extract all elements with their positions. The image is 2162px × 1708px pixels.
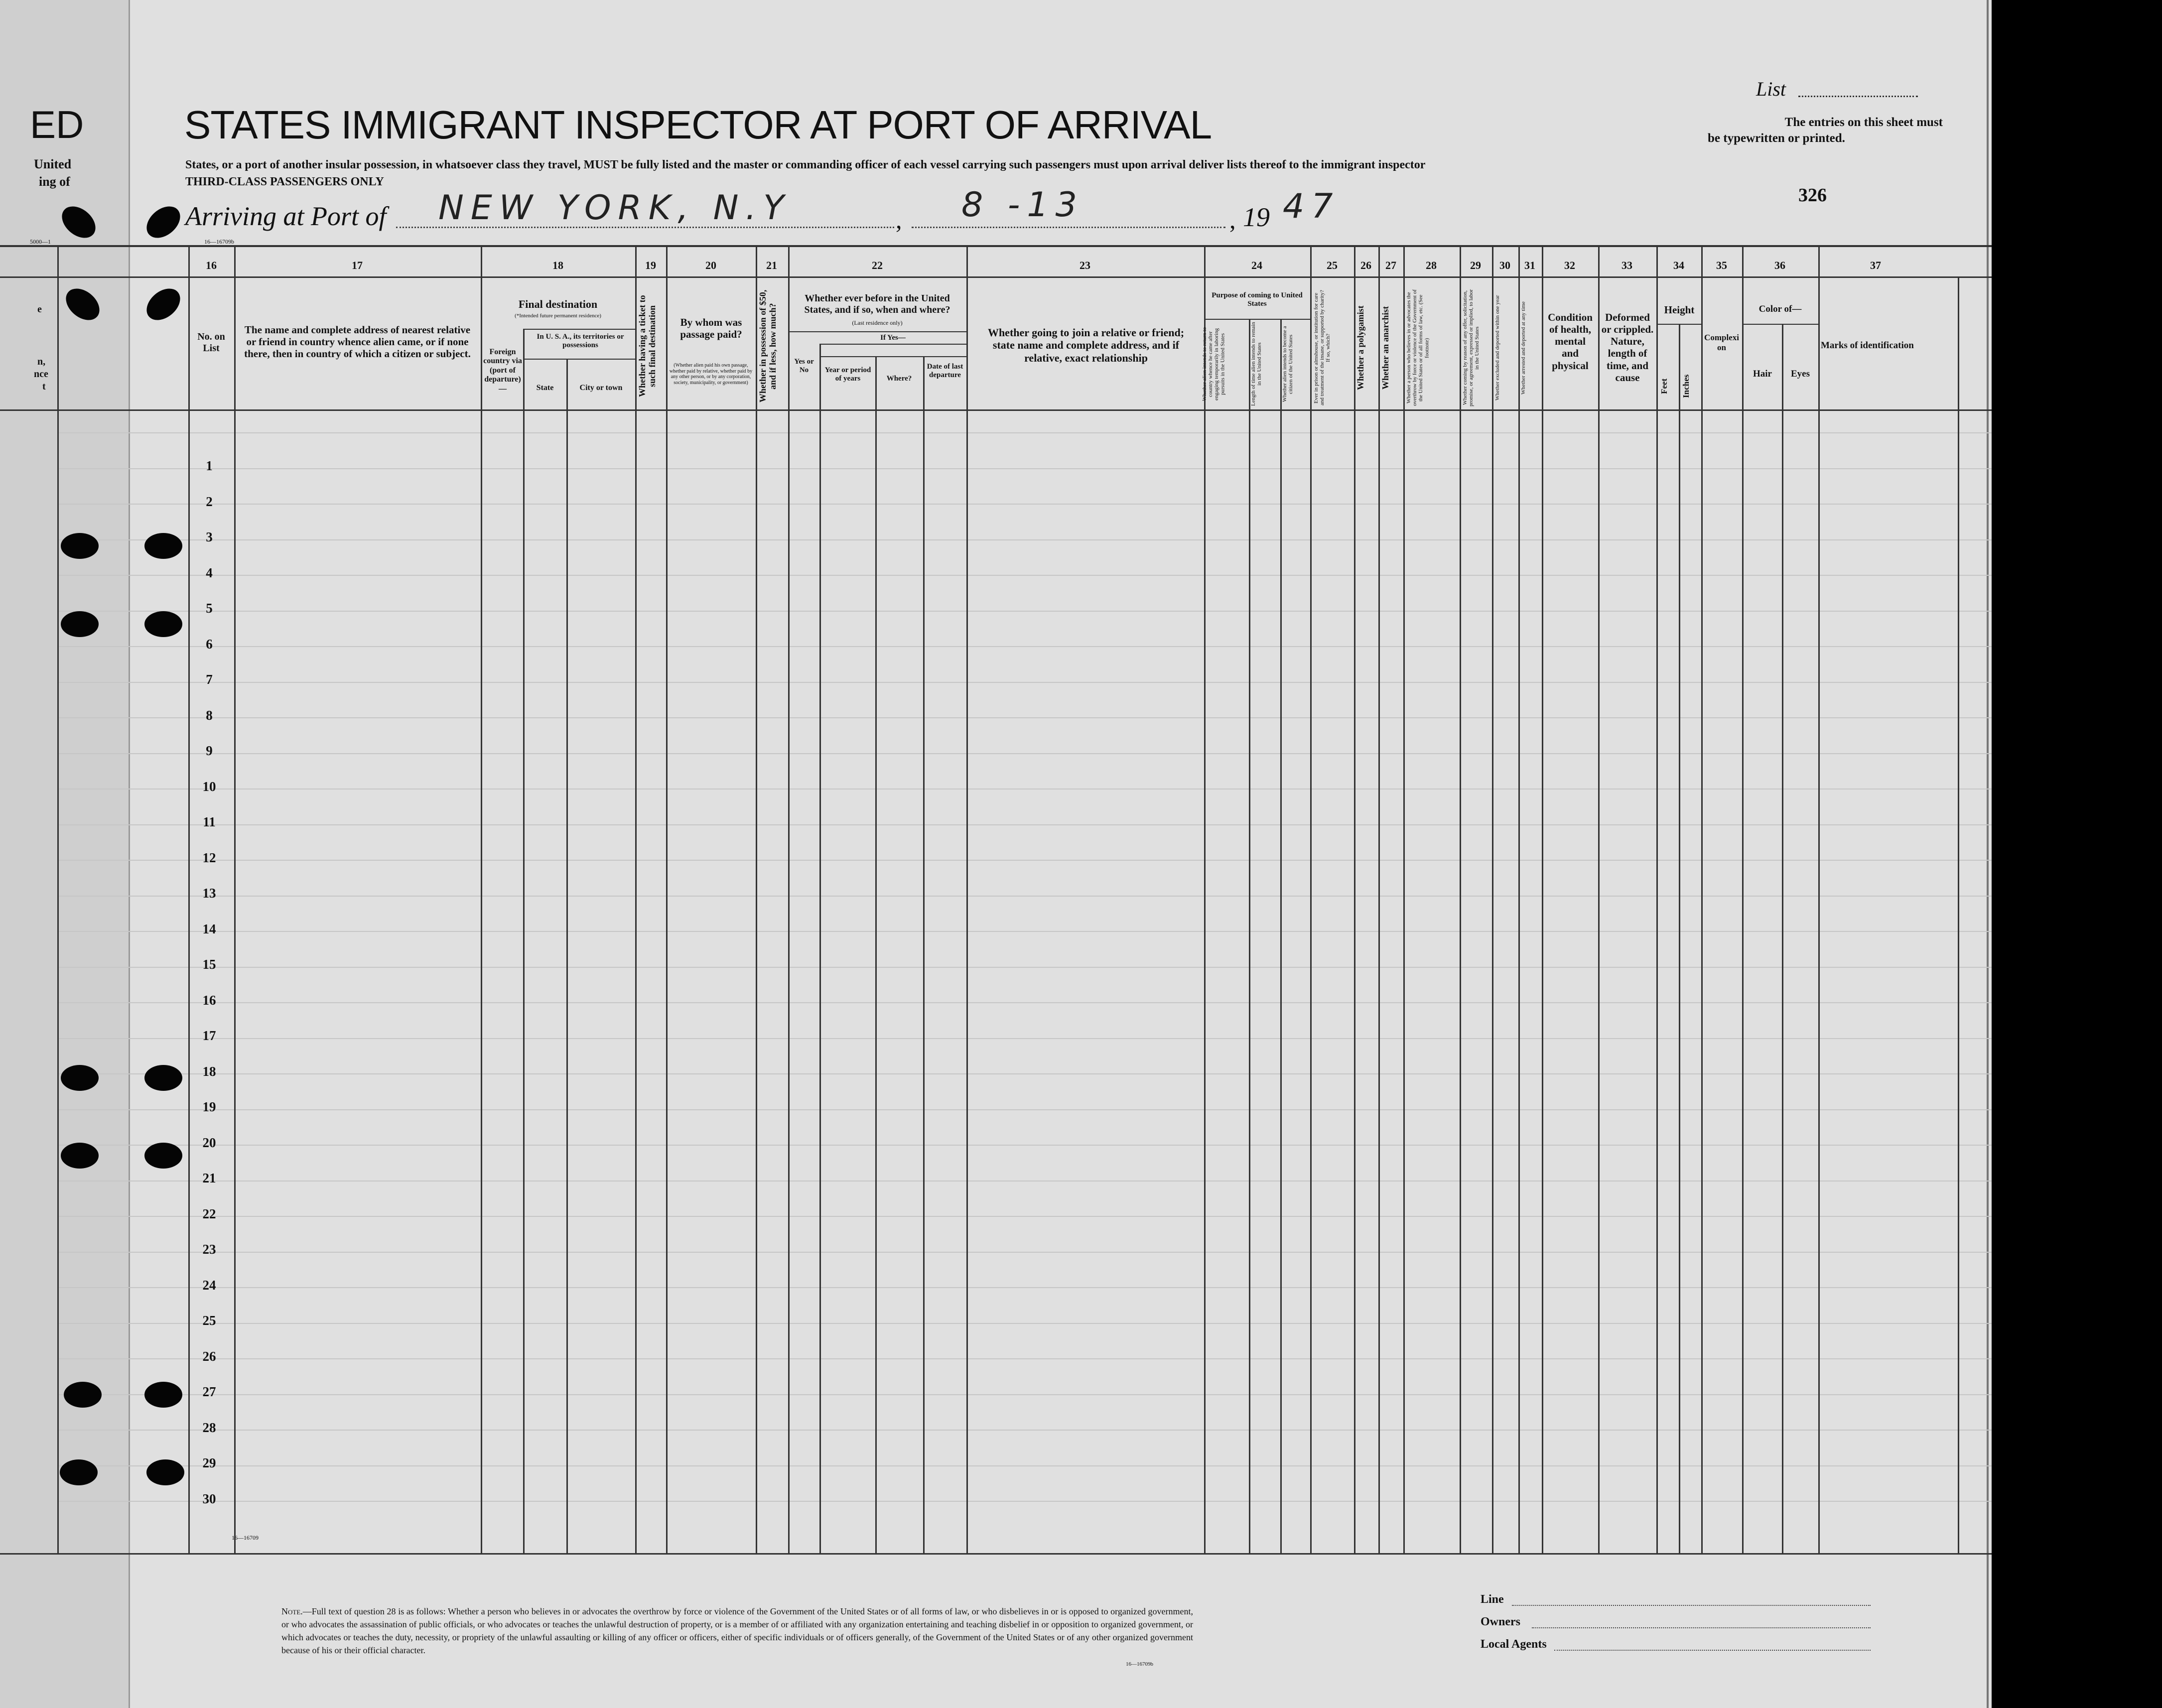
row-number: 23: [202, 1242, 216, 1257]
c22-year-rule: [819, 356, 966, 357]
c33-label: Deformed or crippled. Nature, length of time, and cause: [1601, 311, 1654, 384]
c18-usa: In U. S. A., its territories or possessions: [537, 333, 624, 350]
punch-hole-mark: [140, 200, 186, 245]
row-number: 12: [202, 850, 216, 865]
table-top-rule: [0, 245, 1992, 247]
row-number: 28: [202, 1420, 216, 1435]
punch-hole-mark: [61, 533, 99, 559]
c36-sub-rule: [1742, 324, 1818, 325]
c34-inches: Inches: [1681, 374, 1691, 398]
c22-label: Whether ever before in the United States, and if so, when and where?: [804, 293, 950, 315]
c22-ifyes-rule: [819, 344, 966, 345]
form-code-bottom: 16—16709: [232, 1534, 259, 1541]
table-num-rule: [0, 276, 1992, 278]
c29-label: Whether coming by reason of any offer, solicitation, promise, or agreement, expressed or implied, to labor in the United States: [1462, 289, 1481, 407]
row-number: 5: [206, 601, 213, 616]
vrule-c25-l: [1310, 245, 1312, 1553]
left-fragment-line-2: ing of: [39, 174, 70, 189]
row-number: 20: [202, 1135, 216, 1150]
c22-sublabel: (Last residence only): [852, 319, 903, 326]
c24-label: Purpose of coming to United States: [1212, 291, 1303, 308]
c20-label: By whom was passage paid?: [680, 316, 742, 341]
punch-hole-mark: [144, 533, 182, 559]
colnum-21: 21: [766, 259, 777, 271]
c23-label: Whether going to join a relative or friend; state name and complete address, and if relative, exact relationship: [987, 326, 1185, 364]
c17-label: The name and complete address of nearest relative or friend in country whence alien came, or if none there, then in country of which a citizen or subject.: [244, 324, 471, 360]
c24-sub-rule: [1204, 319, 1310, 320]
vrule-c37-l: [1818, 245, 1820, 1553]
right-edge-line: [1987, 0, 1989, 1708]
fold-line: [129, 0, 130, 1708]
row-number: 9: [206, 743, 213, 758]
row-number: 21: [202, 1171, 216, 1185]
left-fragment-label-2: n,: [37, 356, 46, 367]
colnum-24: 24: [1251, 259, 1262, 271]
left-fragment-label-4: t: [42, 381, 46, 392]
c19-label: Whether having a ticket to such final destination: [637, 295, 657, 397]
vrule-c20-l: [666, 245, 668, 1553]
vrule-c34-l: [1656, 245, 1658, 1553]
vrule-c29-l: [1460, 245, 1461, 1553]
vrule-c26-l: [1354, 245, 1355, 1553]
vrule-c18-state: [566, 359, 568, 1553]
left-fragment-title: ED: [30, 103, 84, 146]
colnum-16: 16: [206, 259, 217, 271]
colnum-28: 28: [1426, 259, 1437, 271]
row-number: 2: [206, 494, 213, 509]
line-dotted: [1512, 1605, 1871, 1606]
owners-dotted: [1532, 1627, 1871, 1628]
colnum-20: 20: [705, 259, 716, 271]
c35-label: Complexion: [1704, 333, 1739, 352]
c18-label: Final destination: [518, 298, 598, 310]
vrule-c37-r: [1958, 276, 1959, 1553]
row-number: 30: [202, 1491, 216, 1506]
left-fragment-label-3: nce: [34, 369, 48, 380]
vrule-c23-l: [966, 245, 968, 1553]
comma-1: ,: [896, 206, 902, 234]
vrule-c18-foreign: [523, 329, 525, 1553]
c34-label: Height: [1664, 304, 1695, 316]
c37-label: Marks of identification: [1821, 340, 1914, 351]
row-number: 19: [202, 1099, 216, 1114]
colnum-34: 34: [1673, 259, 1684, 271]
row-number: 4: [206, 565, 213, 580]
list-label: List: [1756, 78, 1786, 100]
c20-note: (Whether alien paid his own passage, whether paid by relative, whether paid by any other person, or by any corporation, society, municipality, or government): [669, 363, 753, 386]
c36-eyes: Eyes: [1791, 369, 1810, 379]
vrule-c22-l: [788, 245, 790, 1553]
row-number: 8: [206, 707, 213, 723]
port-handwritten: NEW YORK, N.Y: [438, 188, 791, 228]
c36-hair: Hair: [1753, 369, 1772, 379]
line-label: Line: [1481, 1593, 1504, 1606]
row-number: 1: [206, 458, 213, 473]
vrule-c24-l: [1204, 245, 1206, 1553]
row-number: 11: [203, 814, 216, 829]
c34-feet: Feet: [1659, 378, 1669, 394]
punch-hole-mark: [146, 1459, 184, 1485]
colnum-35: 35: [1716, 259, 1727, 271]
punch-hole-mark: [61, 611, 99, 637]
form-code-top: 16—16709b: [204, 238, 234, 245]
year-handwritten: 47: [1283, 187, 1340, 226]
colnum-18: 18: [552, 259, 563, 271]
vrule-c28-l: [1403, 245, 1405, 1553]
vrule-c31-l: [1518, 245, 1520, 1553]
row-number: 14: [202, 921, 216, 936]
c25-label: Ever in prison or almshouse, or institution for care and treatment of the insane, or supported by charity? If so, which?: [1313, 290, 1332, 406]
vrule-c32-l: [1542, 245, 1543, 1553]
punch-hole-mark: [144, 1143, 182, 1169]
row-number: 16: [202, 992, 216, 1008]
row-number: 25: [202, 1313, 216, 1328]
row-number: 22: [202, 1206, 216, 1221]
footnote-code: 16—16709b: [1126, 1661, 1153, 1667]
c34-sub-rule: [1656, 324, 1701, 325]
agents-label: Local Agents: [1481, 1638, 1547, 1651]
c24-b: Length of time alien intends to remain in the United States: [1250, 322, 1263, 406]
c22-where: Where?: [886, 375, 912, 383]
row-number: 3: [206, 529, 213, 544]
row-number: 10: [202, 779, 216, 794]
vrule-c34-mid: [1679, 324, 1680, 1553]
left-fold-shade: [0, 0, 130, 1708]
date-dotted-line: [912, 227, 1225, 228]
row-number: 13: [202, 886, 216, 901]
colnum-36: 36: [1774, 259, 1785, 271]
colnum-32: 32: [1564, 259, 1575, 271]
row-number: 26: [202, 1348, 216, 1364]
c22-date: Date of last departure: [927, 363, 963, 380]
footnote-text: —Full text of question 28 is as follows: Whether a person who believes in or advocates the overthrow by force or violence of the Government of the United States or of all forms of law, or who disbelieves in or is opposed to organized government, or who advocates the assassination of public officials, or who advocates or teaches the unlawful destruction of property, or is a member of or affiliated with any organization entertaining and teaching disbelief in or opposition to organized government, or which advocates or teaches the duty, necessity, or propriety of the unlawful assaulting or killing of any officer or officers, either of specific individuals or of officers generally, of the Government of the United States or of any other organized government because of his or their official character.: [281, 1606, 1193, 1656]
entries-note-2: be typewritten or printed.: [1708, 131, 1845, 145]
vrule-c27-l: [1378, 245, 1380, 1553]
colnum-37: 37: [1870, 259, 1881, 271]
c30-label: Whether excluded and deported within one year: [1494, 295, 1500, 401]
vrule-c30-l: [1492, 245, 1493, 1553]
c18-city: City or town: [579, 384, 623, 392]
row-number: 29: [202, 1455, 216, 1470]
punch-hole-mark: [60, 1459, 98, 1485]
left-fragment-code: 5000—1: [30, 238, 51, 245]
c22-ifyes: If Yes—: [880, 334, 906, 342]
vrule-c22-year: [875, 356, 877, 1553]
punch-hole-mark: [144, 1065, 182, 1091]
colnum-33: 33: [1622, 259, 1632, 271]
colnum-30: 30: [1499, 259, 1510, 271]
colnum-25: 25: [1327, 259, 1338, 271]
colnum-22: 22: [872, 259, 883, 271]
row-number: 18: [202, 1063, 216, 1079]
row-number: 24: [202, 1277, 216, 1293]
vrule-c36-l: [1742, 245, 1744, 1553]
c22-yesno: Yes or No: [794, 358, 814, 375]
vrule-c24-b: [1280, 319, 1282, 1553]
entries-note-1: The entries on this sheet must: [1784, 116, 1943, 129]
colnum-19: 19: [645, 259, 656, 271]
punch-hole-mark: [64, 1382, 102, 1408]
c28-label: Whether a person who believes in or advocates the overthrow by force or violence of the Government of the United States or of all forms of law, etc. (See footnote): [1406, 289, 1430, 406]
list-dotted-line: [1798, 96, 1918, 97]
agents-dotted: [1554, 1650, 1871, 1651]
vrule-c33-l: [1598, 245, 1600, 1553]
c18-sublabel: (*Intended future permanent residence): [515, 313, 601, 319]
colnum-17: 17: [352, 259, 363, 271]
c21-label: Whether in possession of $50, and if less, how much?: [758, 289, 778, 403]
vrule-c21-l: [756, 245, 757, 1553]
vrule-c22-yesno: [819, 344, 821, 1553]
left-fragment-line-1: United: [34, 157, 72, 171]
colnum-31: 31: [1524, 259, 1535, 271]
vrule-c35-l: [1701, 245, 1703, 1553]
c18-foreign: Foreign country via (port of departure)—: [483, 348, 522, 393]
vrule-c18-l: [481, 245, 482, 1553]
punch-hole-mark: [140, 282, 186, 327]
c27-label: Whether an anarchist: [1380, 306, 1390, 390]
c18-state-rule: [523, 359, 635, 360]
row-number: 27: [202, 1384, 216, 1399]
c26-label: Whether a polygamist: [1355, 305, 1365, 391]
c18-state: State: [536, 384, 554, 392]
row-number: 6: [206, 636, 213, 652]
vrule-left-a: [57, 245, 59, 1553]
c18-sub-rule: [523, 329, 635, 330]
c22-sub-rule: [788, 331, 966, 332]
c36-label: Color of—: [1758, 304, 1802, 314]
c32-label: Condition of health, mental and physical: [1548, 311, 1593, 372]
row-number: 17: [202, 1028, 216, 1043]
c24-a: Whether alien intends to return to country whence he came after engaging temporarily in laboring pursuits in the United States: [1202, 327, 1226, 401]
table-header-bottom-rule: [0, 409, 1992, 411]
vrule-c19-l: [635, 245, 637, 1553]
sheet-number: 326: [1798, 185, 1827, 206]
vrule-c17-l: [234, 245, 236, 1553]
colnum-23: 23: [1080, 259, 1090, 271]
footnote: [281, 1605, 1193, 1657]
colnum-26: 26: [1360, 259, 1371, 271]
colnum-29: 29: [1470, 259, 1481, 271]
vrule-c24-a: [1249, 319, 1250, 1553]
date-handwritten: 8 -13: [961, 185, 1084, 225]
year-printed: 19: [1243, 202, 1270, 232]
left-fragment-label-1: e: [37, 304, 42, 315]
colnum-27: 27: [1385, 259, 1396, 271]
c31-label: Whether arrested and deported at any time: [1520, 301, 1526, 394]
comma-2: ,: [1229, 206, 1236, 234]
row-number: 7: [206, 672, 213, 687]
table-bottom-rule: [0, 1553, 1992, 1555]
owners-label: Owners: [1481, 1615, 1520, 1628]
c22-year: Year or period of years: [824, 366, 871, 383]
footnote-label: Note.: [281, 1606, 303, 1616]
punch-hole-mark: [61, 1065, 99, 1091]
vrule-c36-mid: [1782, 324, 1783, 1553]
class-line: THIRD-CLASS PASSENGERS ONLY: [185, 175, 384, 188]
c24-c: Whether alien intends to become a citizen of the United States: [1282, 326, 1294, 402]
c16-label: No. on List: [197, 331, 225, 354]
punch-hole-mark: [61, 1143, 99, 1169]
vrule-c22-where: [923, 356, 925, 1553]
punch-hole-mark: [144, 611, 182, 637]
arriving-label: Arriving at Port of: [185, 201, 387, 231]
page-title: STATES IMMIGRANT INSPECTOR AT PORT OF ARRIVAL: [184, 103, 1212, 147]
punch-hole-mark: [144, 1382, 182, 1408]
row-number: 15: [202, 957, 216, 972]
page-subtitle: States, or a port of another insular possession, in whatsoever class they travel, MUST be fully listed and the master or commanding officer of each vessel carrying such passengers must upon arrival deliver lists thereof to the immigrant inspector: [185, 158, 1426, 171]
